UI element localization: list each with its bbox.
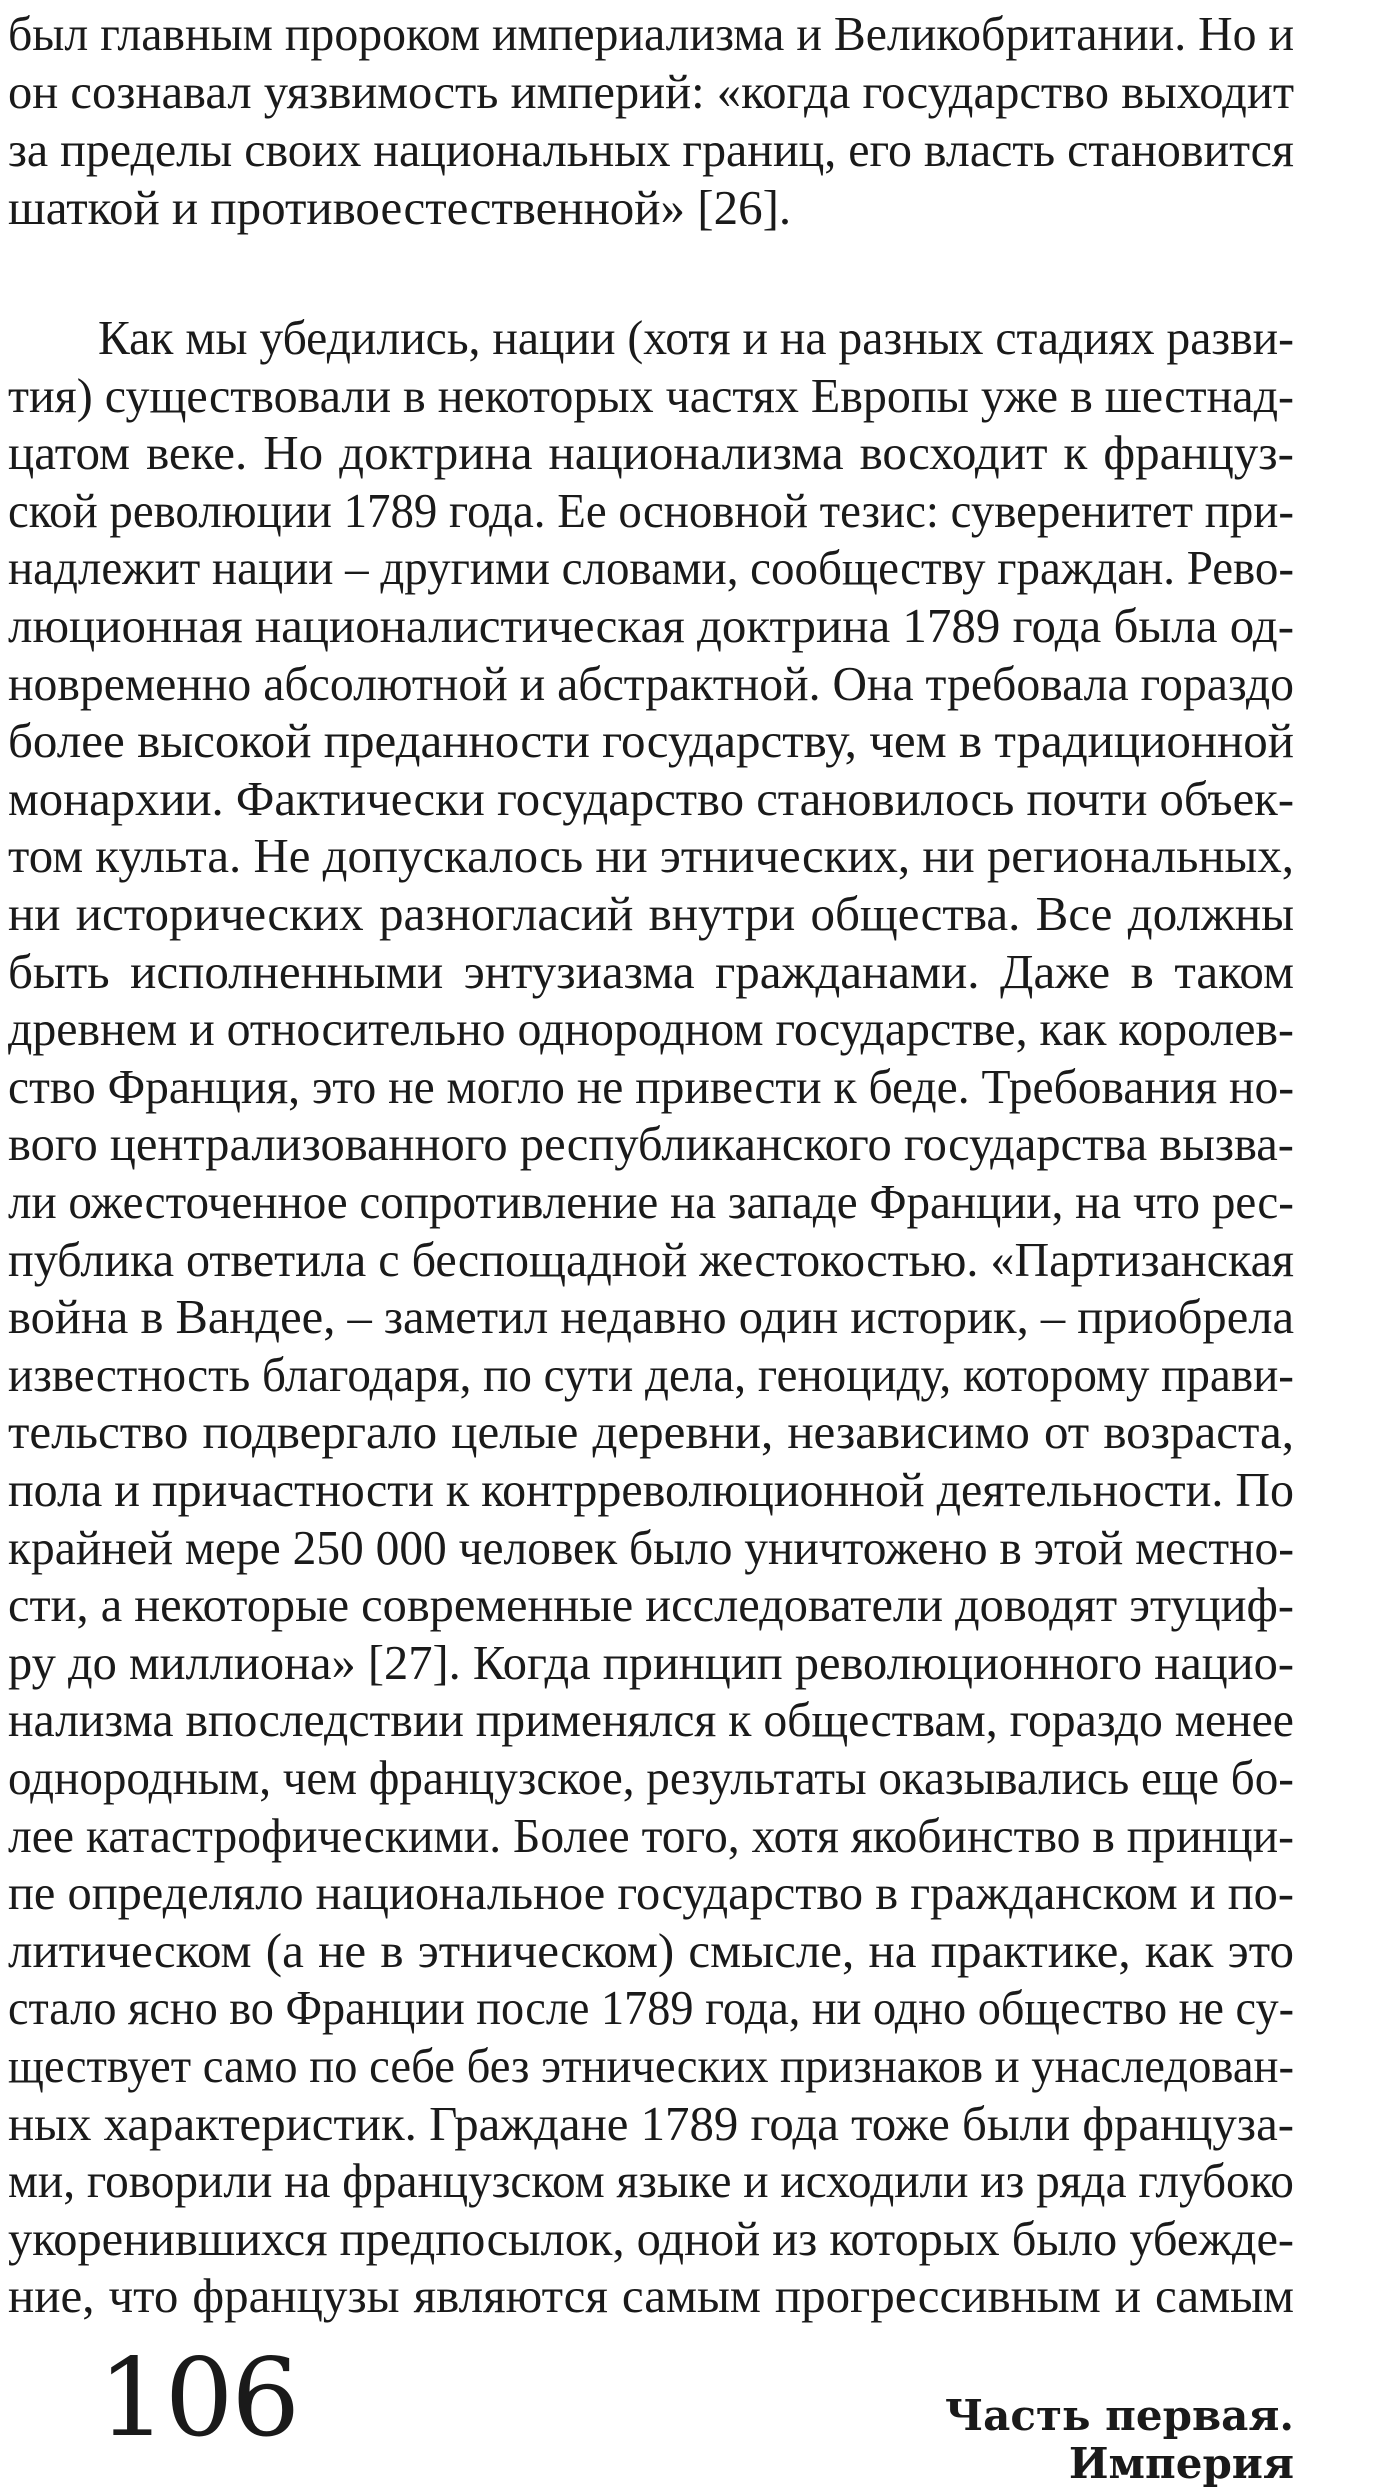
text-line-content: надлежит нации – другими словами, сообществу граждан. Рево- xyxy=(8,540,1295,596)
text-line-content: пола и причастности к контрреволюционной деятельности. По xyxy=(8,1462,1294,1517)
text-line xyxy=(0,66,1398,118)
text-line-content: ни исторических разногласий внутри общества. Все должны xyxy=(8,886,1294,941)
page-number: 106 xyxy=(98,2336,299,2461)
text-line xyxy=(0,124,1398,176)
text-line-content: вого централизованного республиканского государства вызва- xyxy=(8,1116,1294,1172)
text-line-content: древнем и относительно однородном государстве, как королев- xyxy=(8,1001,1294,1057)
text-line-content: ли ожесточенное сопротивление на западе Франции, на что рес- xyxy=(8,1174,1294,1229)
text-line-content: шаткой и противоестественной» [26]. xyxy=(8,180,792,235)
text-line-content: монархии. Фактически государство становилось почти объек- xyxy=(8,770,1295,826)
text-line-content: люционная националистическая доктрина 1789 года была од- xyxy=(8,598,1295,653)
text-line xyxy=(0,2155,1398,2207)
text-line xyxy=(0,770,1398,826)
text-line xyxy=(0,1634,1398,1690)
text-line xyxy=(0,1982,1398,2034)
text-line xyxy=(0,2270,1398,2322)
text-line xyxy=(0,1058,1398,1114)
text-line-content: ние, что французы являются самым прогрессивным и самым xyxy=(8,2268,1295,2324)
text-line xyxy=(0,943,1398,999)
text-line xyxy=(0,2210,1398,2266)
text-line-content: известность благодаря, по сути дела, геноциду, которому прави- xyxy=(8,1346,1294,1402)
text-line-content: новременно абсолютной и абстрактной. Она требовала гораздо xyxy=(8,655,1295,711)
text-line xyxy=(0,542,1398,594)
text-line xyxy=(0,1807,1398,1863)
text-line-content: стало ясно во Франции после 1789 года, ни одно общество не су- xyxy=(8,1980,1294,2036)
text-line-content: ской революции 1789 года. Ее основной тезис: суверенитет при- xyxy=(8,482,1294,538)
text-line xyxy=(0,1922,1398,1978)
text-line-content: том культа. Не допускалось ни этнических, ни региональных, xyxy=(8,828,1295,884)
text-line-content: публика ответила с беспощадной жестокостью. «Партизанская xyxy=(8,1231,1295,1287)
text-line-content: цатом веке. Но доктрина национализма восходит к француз- xyxy=(8,425,1294,481)
text-line-content: был главным пророком империализма и Великобритании. Но и xyxy=(8,6,1295,61)
text-line xyxy=(0,1231,1398,1287)
text-line-content: ществует само по себе без этнических признаков и унаследован- xyxy=(8,2038,1295,2093)
text-line xyxy=(0,1346,1398,1402)
text-line-content: быть исполненными энтузиазма гражданами. Даже в таком xyxy=(8,943,1294,999)
text-line-content: ство Франция, это не могло не привести к беде. Требования но- xyxy=(8,1058,1295,1114)
text-line-content: крайней мере 250 000 человек было уничтожено в этой местно- xyxy=(8,1519,1295,1575)
text-line xyxy=(0,1118,1398,1170)
text-line xyxy=(0,830,1398,882)
text-line-content: сти, а некоторые современные исследователи доводят этуциф- xyxy=(8,1577,1294,1633)
text-line xyxy=(0,2095,1398,2151)
text-line xyxy=(0,1464,1398,1516)
text-line xyxy=(0,1519,1398,1575)
text-line xyxy=(0,1867,1398,1919)
text-line xyxy=(0,182,1398,234)
text-line xyxy=(0,600,1398,652)
running-title: Часть первая. Империя xyxy=(944,2391,1294,2488)
text-line xyxy=(0,2040,1398,2092)
text-line-content: пе определяло национальное государство в гражданском и по- xyxy=(8,1865,1295,1921)
text-line xyxy=(0,8,1398,60)
text-line xyxy=(0,1003,1398,1055)
text-line-content: ных характеристик. Граждане 1789 года тоже были француза- xyxy=(8,2095,1295,2151)
text-line-content: ми, говорили на французском языке и исходили из ряда глубоко xyxy=(8,2153,1294,2209)
text-line-content: Как мы убедились, нации (хотя и на разных стадиях разви- xyxy=(98,310,1295,365)
text-line xyxy=(0,888,1398,940)
text-line-content: тия) существовали в некоторых частях Европы уже в шестнад- xyxy=(8,367,1295,423)
text-line-content: война в Вандее, – заметил недавно один историк, – приобрела xyxy=(8,1289,1295,1345)
text-line xyxy=(0,427,1398,479)
text-line-content: литическом (а не в этническом) смысле, на практике, как это xyxy=(8,1922,1294,1978)
text-line xyxy=(0,1291,1398,1343)
text-line-content: за пределы своих национальных границ, его власть становится xyxy=(8,122,1294,177)
text-line xyxy=(0,1579,1398,1631)
text-line xyxy=(0,1752,1398,1804)
text-line-content: нализма впоследствии применялся к обществам, гораздо менее xyxy=(8,1692,1294,1748)
text-line xyxy=(0,715,1398,767)
text-line xyxy=(0,1406,1398,1458)
text-line-content: лее катастрофическими. Более того, хотя якобинство в принци- xyxy=(8,1807,1294,1863)
text-line-content: тельство подвергало целые деревни, независимо от возраста, xyxy=(8,1404,1295,1460)
text-line-content: однородным, чем французское, результаты оказывались еще бо- xyxy=(8,1750,1294,1805)
text-line xyxy=(0,1694,1398,1746)
text-line-content: укоренившихся предпосылок, одной из которых было убежде- xyxy=(8,2210,1295,2266)
text-line xyxy=(0,367,1398,423)
text-line xyxy=(0,312,1398,364)
text-line-content: более высокой преданности государству, чем в традиционной xyxy=(8,713,1295,769)
text-line-content: он сознавал уязвимость империй: «когда государство выходит xyxy=(8,64,1295,119)
text-line-content: ру до миллиона» [27]. Когда принцип революционного нацио- xyxy=(8,1634,1294,1690)
text-line xyxy=(0,655,1398,711)
text-line xyxy=(0,1176,1398,1228)
text-line xyxy=(0,482,1398,538)
